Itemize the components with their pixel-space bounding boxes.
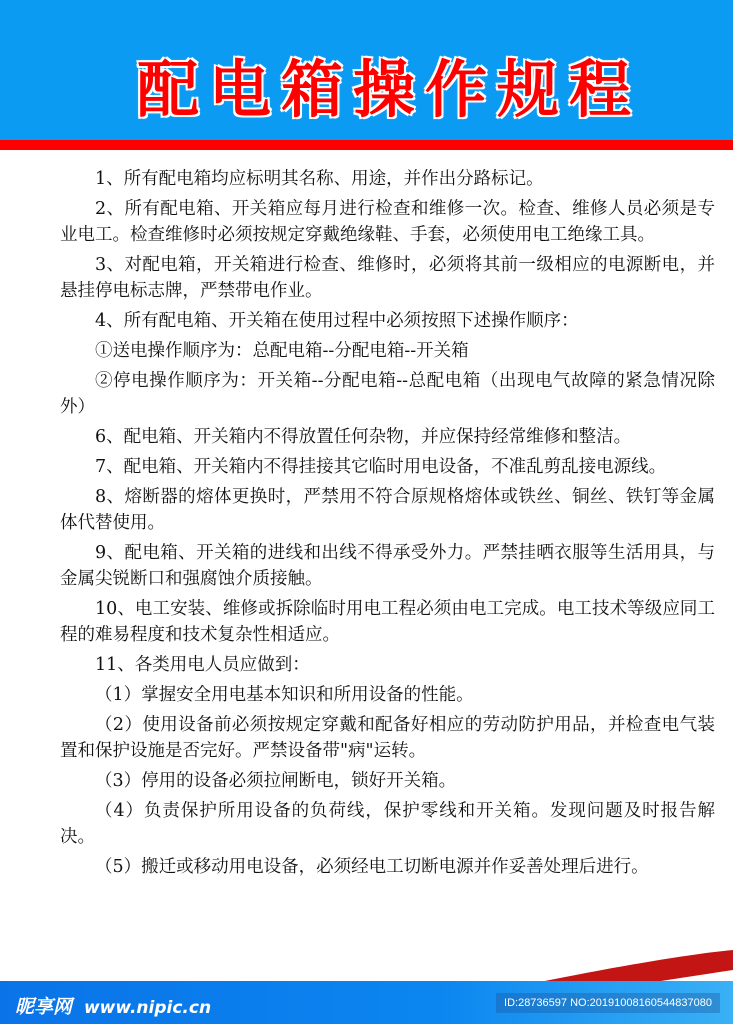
- rule-item: 1、所有配电箱均应标明其名称、用途，并作出分路标记。: [95, 169, 544, 189]
- regulations-body: [60, 166, 715, 884]
- rule-item: 6、配电箱、开关箱内不得放置任何杂物，并应保持经常维修和整洁。: [95, 427, 632, 447]
- rule-item: 7、配电箱、开关箱内不得挂接其它临时用电设备，不准乱剪乱接电源线。: [95, 457, 667, 477]
- header-red-band: [0, 140, 733, 150]
- page-title: 配电箱操作规程: [136, 53, 641, 126]
- rule-item: 10、电工安装、维修或拆除临时用电工程必须由电工完成。电工技术等级应同工程的难易程度和技术复杂性相适应。: [60, 599, 715, 645]
- rule-subitem: （2）使用设备前必须按规定穿戴和配备好相应的劳动防护用品，并检查电气装置和保护设施是否完好。严禁设备带"病"运转。: [60, 715, 715, 761]
- rule-subitem: （1）掌握安全用电基本知识和所用设备的性能。: [95, 685, 474, 705]
- rule-item: 2、所有配电箱、开关箱应每月进行检查和维修一次。检查、维修人员必须是专业电工。检查维修时必须按规定穿戴绝缘鞋、手套，必须使用电工绝缘工具。: [60, 199, 715, 245]
- rule-item: 8、熔断器的熔体更换时，严禁用不符合原规格熔体或铁丝、铜丝、铁钉等金属体代替使用。: [60, 487, 715, 533]
- rule-subitem: （5）搬迁或移动用电设备，必须经电工切断电源并作妥善处理后进行。: [95, 857, 649, 877]
- rule-item: 9、配电箱、开关箱的进线和出线不得承受外力。严禁挂晒衣服等生活用具，与金属尖锐断口和强腐蚀介质接触。: [60, 543, 715, 589]
- watermark-id: ID:28736597 NO:20191008160544837080: [496, 993, 720, 1013]
- logo-url: www.nipic.cn: [83, 998, 212, 1018]
- site-logo[interactable]: [15, 992, 211, 1019]
- rule-item: 3、对配电箱，开关箱进行检查、维修时，必须将其前一级相应的电源断电，并悬挂停电标志牌，严禁带电作业。: [60, 255, 715, 301]
- rule-subitem: ①送电操作顺序为：总配电箱--分配电箱--开关箱: [95, 341, 469, 361]
- rule-subitem: （3）停用的设备必须拉闸断电，锁好开关箱。: [95, 771, 457, 791]
- rule-item: 4、所有配电箱、开关箱在使用过程中必须按照下述操作顺序：: [95, 311, 579, 331]
- logo-text-cn: 昵享网: [15, 996, 73, 1018]
- rule-subitem: （4）负责保护所用设备的负荷线，保护零线和开关箱。发现问题及时报告解决。: [60, 801, 715, 847]
- rule-subitem: ②停电操作顺序为：开关箱--分配电箱--总配电箱（出现电气故障的紧急情况除外）: [60, 371, 715, 417]
- rule-item: 11、各类用电人员应做到：: [95, 655, 310, 675]
